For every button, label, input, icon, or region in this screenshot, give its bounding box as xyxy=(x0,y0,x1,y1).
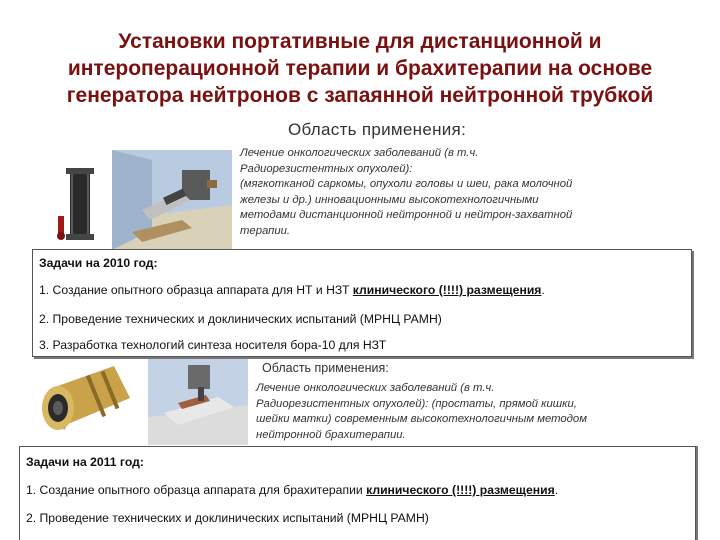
tasks-2010-item-3: 3. Разработка технологий синтеза носителя бора-10 для НЗТ xyxy=(39,338,387,352)
description-line: методами дистанционной нейтронной и нейтрон-захватной xyxy=(240,209,573,222)
brachytherapy-device-photo xyxy=(34,358,138,446)
title-line-3: генератора нейтронов с запаянной нейтронной трубкой xyxy=(66,84,654,107)
description-line: шейки матки) современным высокотехнологичным методом xyxy=(256,413,587,426)
tasks-2010-item-1 xyxy=(39,283,545,297)
tasks-2010-box xyxy=(32,249,692,357)
title-line-1: Установки портативные для дистанционной и xyxy=(118,30,602,53)
tasks-2010-heading: Задачи на 2010 год: xyxy=(39,256,158,270)
task-emphasis: клинического (!!!!) размещения xyxy=(352,283,542,297)
tasks-2010-item-2: 2. Проведение технических и доклинических испытаний (МРНЦ РАМН) xyxy=(39,312,442,326)
neutron-generator-photo xyxy=(52,160,104,248)
description-line: нейтронной брахитерапии. xyxy=(256,428,406,441)
task-text: . xyxy=(541,283,545,297)
brachytherapy-room-render xyxy=(148,357,248,445)
description-line: Радиорезистентных опухолей): xyxy=(240,162,413,175)
description-line: (мягкотканой саркомы, опухоли головы и шеи, рака молочной xyxy=(240,178,573,191)
description-line: Радиорезистентных опухолей): (простаты, прямой кишки, xyxy=(256,397,577,410)
application-area-description xyxy=(256,381,676,443)
description-line: Лечение онкологических заболеваний (в т.ч. xyxy=(256,382,495,394)
tasks-2011-box xyxy=(19,446,696,540)
page-title xyxy=(20,28,700,109)
application-area-heading: Область применения: xyxy=(288,120,467,139)
description-line: железы и др.) инновационными высокотехнологичными xyxy=(240,193,539,206)
tasks-2011-item-1 xyxy=(26,483,558,497)
description-line: Лечение онкологических заболеваний (в т.ч. xyxy=(240,147,479,159)
task-text: 1. Создание опытного образца аппарата для брахитерапии xyxy=(26,483,367,497)
application-area-description xyxy=(240,146,670,240)
description-line: терапии. xyxy=(240,224,291,237)
task-text: . xyxy=(554,483,559,497)
task-text: 1. Создание опытного образца аппарата для НТ и НЗТ xyxy=(39,283,353,297)
tasks-2011-heading: Задачи на 2011 год: xyxy=(26,455,144,469)
application-area-heading: Область применения: xyxy=(262,361,389,375)
task-emphasis: клинического (!!!!) размещения xyxy=(366,483,555,497)
treatment-room-render xyxy=(112,150,232,250)
tasks-2011-item-2: 2. Проведение технических и доклинических испытаний (МРНЦ РАМН) xyxy=(26,511,429,525)
title-line-2: интероперационной терапии и брахитерапии на основе xyxy=(67,57,653,80)
